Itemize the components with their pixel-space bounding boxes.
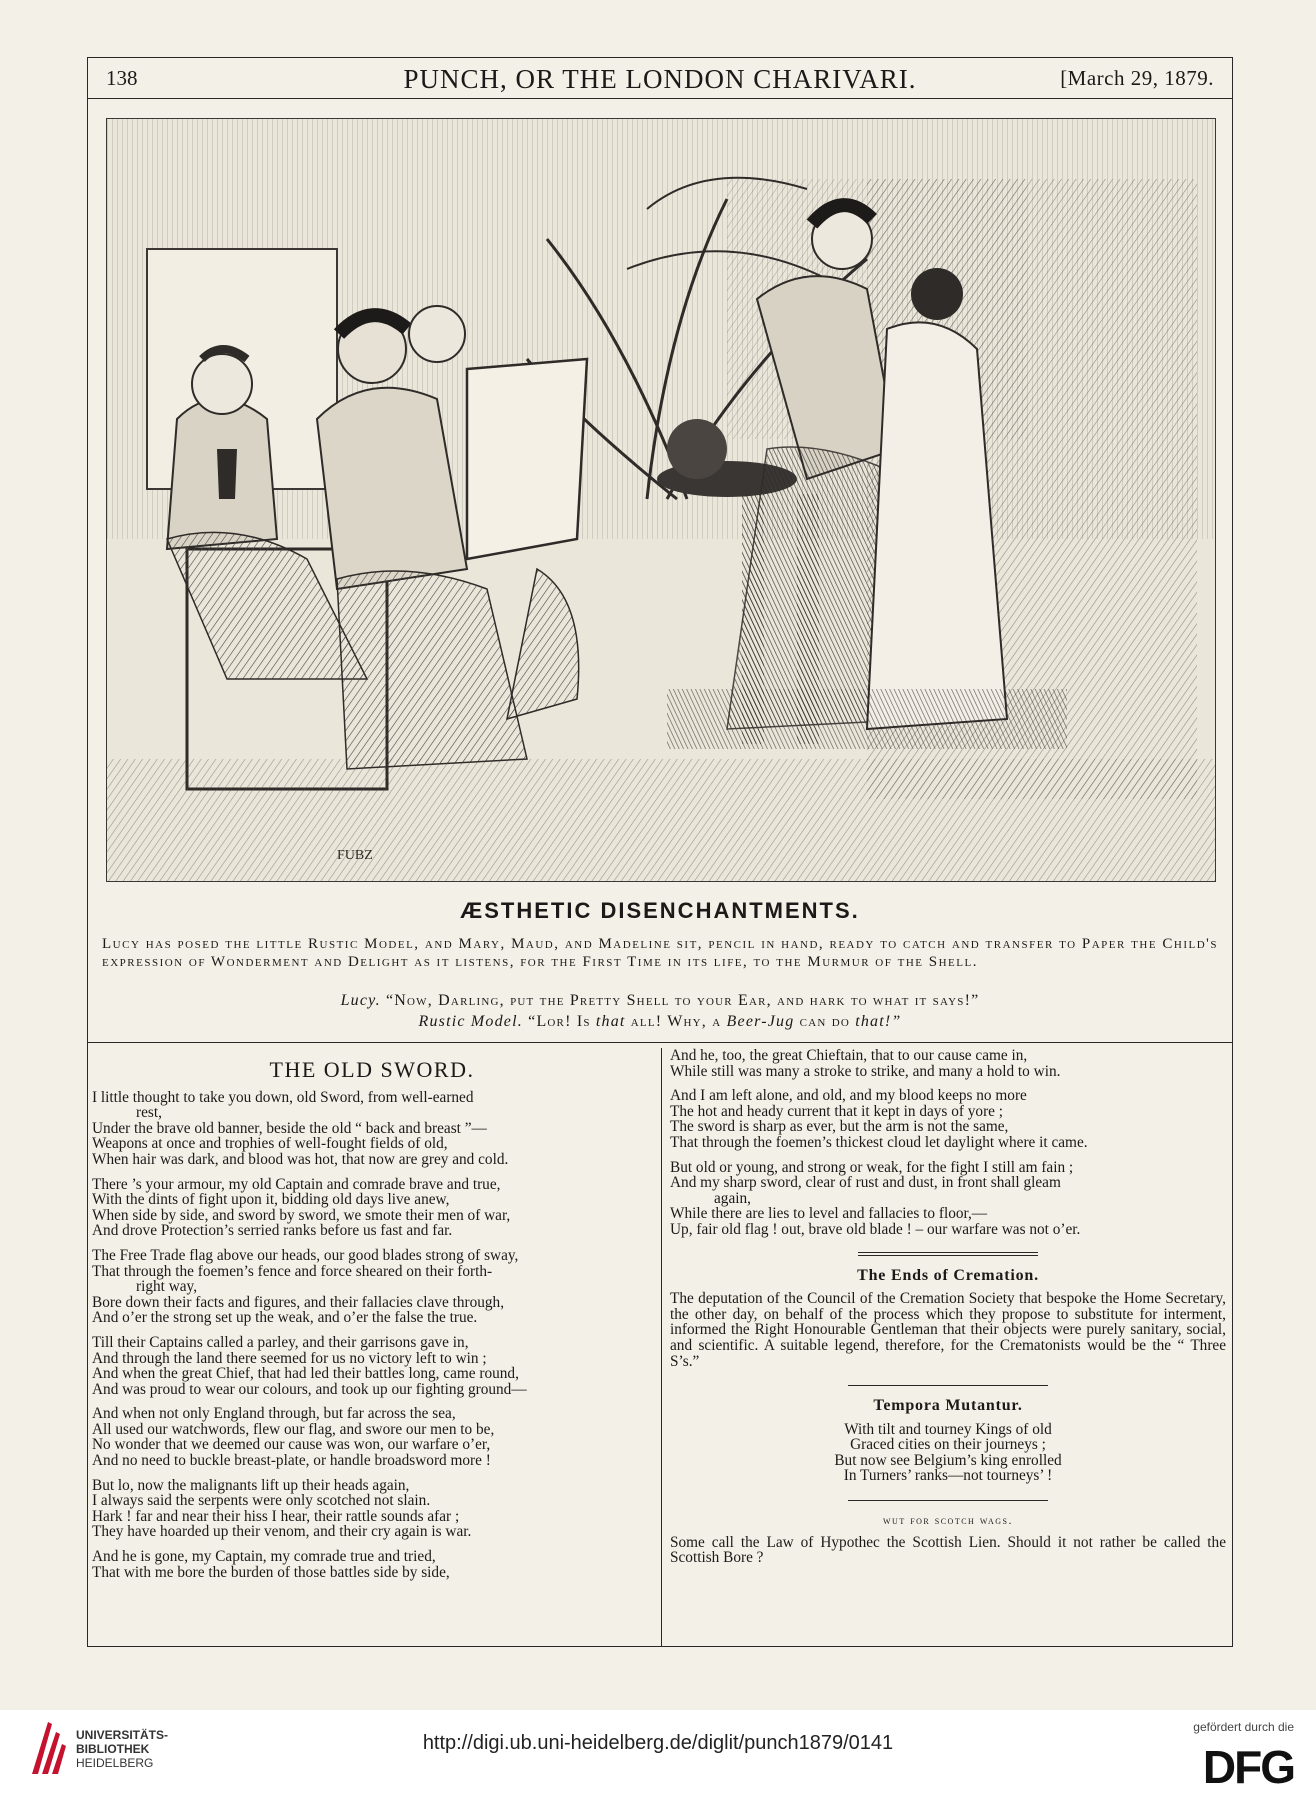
dfg-logo: DFG — [1202, 1741, 1294, 1793]
left-column — [92, 1048, 652, 1589]
poem-line: They have hoarded up their venom, and their cry again is war. — [92, 1523, 472, 1541]
poem-stanza — [670, 1048, 1226, 1079]
page-frame — [87, 57, 1233, 1647]
poem-line: Bore down their facts and figures, and their fallacies clave through, — [92, 1293, 505, 1311]
poem-line: The sword is sharp as ever, but the arm is not the same, — [670, 1118, 1009, 1136]
poem-stanza — [92, 1406, 652, 1468]
engraving-illustration — [106, 118, 1216, 882]
poem-line: That with me bore the burden of those battles side by side, — [92, 1563, 450, 1581]
tempora-line: In Turners’ ranks—not tourneys’ ! — [843, 1467, 1053, 1485]
poem-line: All used our watchwords, flew our flag, and swore our men to be, — [92, 1420, 495, 1438]
poem-line: While still was many a stroke to strike, and many a hold to win. — [670, 1062, 1061, 1080]
poem-line: And I am left alone, and old, and my blood keeps no more — [670, 1087, 1027, 1105]
page-number: 138 — [106, 66, 138, 90]
model-quote-part: can do — [799, 1013, 850, 1030]
scotch-text: Some call the Law of Hypothec the Scottish Lien. Should it not rather be called the Scottish Bore ? — [670, 1533, 1226, 1567]
engraving-sketch — [107, 119, 1215, 881]
institution-line: UNIVERSITÄTS- — [76, 1728, 169, 1742]
poem-line: The hot and heady current that it kept in days of yore ; — [670, 1102, 1004, 1120]
poem-line: Up, fair old flag ! out, brave old blade ! – our warfare was not o’er. — [670, 1220, 1081, 1238]
scotch-heading: wut for scotch wags. — [882, 1513, 1013, 1528]
institution-line: HEIDELBERG — [76, 1756, 154, 1770]
model-speaker: Rustic Model. — [418, 1013, 523, 1030]
poem-stanza — [92, 1478, 652, 1540]
caption-description: Lucy has posed the little Rustic Model, and Mary, Maud, and Madeline sit, pencil in hand, ready to catch and transfer to Paper the Child's expression of Wonderment and Delight as it listens, for the First Time in its life, to the Murmur of the Shell. — [102, 936, 1218, 970]
model-quote-part: all! Why, a — [630, 1013, 722, 1030]
poem-line: Hark ! far and near their hiss I hear, their rattle sounds afar ; — [92, 1507, 460, 1525]
publication-title: PUNCH, OR THE LONDON CHARIVARI. — [403, 64, 917, 94]
caption-lucy-line — [88, 992, 1232, 1010]
page-header — [88, 58, 1232, 99]
poem-line: And he is gone, my Captain, my comrade true and tried, — [92, 1548, 436, 1566]
poem-line: And drove Protection’s serried ranks before us fast and far. — [92, 1222, 453, 1240]
poem-stanza — [670, 1160, 1226, 1238]
viewer-footer — [0, 1710, 1316, 1799]
source-url[interactable]: http://digi.ub.uni-heidelberg.de/diglit/punch1879/0141 — [422, 1732, 894, 1754]
rule — [848, 1500, 1048, 1501]
tempora-line: But now see Belgium’s king enrolled — [834, 1451, 1062, 1469]
caption-title: ÆSTHETIC DISENCHANTMENTS. — [460, 898, 860, 923]
poem-title: THE OLD SWORD. — [269, 1057, 475, 1082]
poem-stanza — [670, 1088, 1226, 1150]
lucy-speaker: Lucy. — [340, 992, 381, 1009]
poem-line: That through the foemen’s fence and force sheared on their forth- — [92, 1262, 493, 1280]
poem-stanza — [92, 1248, 652, 1326]
artist-signature: FUBZ — [337, 848, 373, 863]
poem-line: again, — [714, 1189, 751, 1207]
poem-line: Weapons at once and trophies of well-fought fields of old, — [92, 1135, 448, 1153]
poem-line: There ’s your armour, my old Captain and comrade brave and true, — [92, 1175, 501, 1193]
right-column — [670, 1048, 1226, 1566]
poem-line: The Free Trade flag above our heads, our good blades strong of sway, — [92, 1246, 519, 1264]
poem-line: But lo, now the malignants lift up their heads again, — [92, 1476, 410, 1494]
tempora-line: Graced cities on their journeys ; — [850, 1436, 1046, 1454]
poem-line: And when not only England through, but far across the sea, — [92, 1405, 456, 1423]
funded-by-label: gefördert durch die — [1193, 1720, 1294, 1734]
section-divider — [88, 1042, 1232, 1043]
poem-line: And when the great Chief, that had led their battles long, came round, — [92, 1365, 519, 1383]
model-quote-emph: that!” — [855, 1013, 902, 1030]
cremation-title: The Ends of Cremation. — [857, 1266, 1039, 1284]
lucy-quote: “Now, Darling, put the Pretty Shell to your Ear, and hark to what it says!” — [385, 992, 980, 1009]
poem-line: And he, too, the great Chieftain, that to our cause came in, — [670, 1047, 1028, 1064]
poem-line: And was proud to wear our colours, and took up our fighting ground— — [92, 1380, 527, 1398]
poem-line: rest, — [136, 1104, 162, 1122]
caption-model-line — [88, 1013, 1232, 1031]
poem-stanzas-left — [92, 1090, 652, 1581]
tempora-title: Tempora Mutantur. — [873, 1397, 1023, 1415]
institution-line: BIBLIOTHEK — [76, 1742, 150, 1756]
column-divider — [661, 1048, 662, 1646]
poem-line: I little thought to take you down, old Sword, from well-earned — [92, 1088, 474, 1106]
double-rule — [858, 1252, 1038, 1256]
poem-line: When side by side, and sword by sword, we smote their men of war, — [92, 1206, 511, 1224]
poem-line: When hair was dark, and blood was hot, that now are grey and cold. — [92, 1150, 509, 1168]
model-quote-emph: that — [595, 1013, 626, 1030]
poem-stanza — [92, 1090, 652, 1168]
poem-line: With the dints of fight upon it, bidding old days live anew, — [92, 1191, 450, 1209]
tempora-line: With tilt and tourney Kings of old — [844, 1420, 1052, 1438]
poem-stanzas-right — [670, 1048, 1226, 1238]
poem-line: That through the foemen’s thickest cloud let daylight where it came. — [670, 1133, 1088, 1151]
poem-line: Till their Captains called a parley, and their garrisons gave in, — [92, 1333, 469, 1351]
issue-date: [March 29, 1879. — [1060, 66, 1214, 90]
poem-line: right way, — [136, 1278, 198, 1296]
tempora-verse — [670, 1422, 1226, 1484]
poem-line: But old or young, and strong or weak, for the fight I still am fain ; — [670, 1158, 1074, 1176]
poem-line: And through the land there seemed for us no victory left to win ; — [92, 1349, 487, 1367]
poem-line: And no need to buckle breast-plate, or handle broadsword more ! — [92, 1452, 491, 1470]
poem-line: No wonder that we deemed our cause was won, our warfare o’er, — [92, 1436, 491, 1454]
poem-stanza — [92, 1549, 652, 1580]
poem-line: Under the brave old banner, beside the old “ back and breast ”— — [92, 1119, 487, 1137]
rule — [848, 1385, 1048, 1386]
poem-stanza — [92, 1335, 652, 1397]
model-quote-emph: Beer-Jug — [726, 1013, 795, 1030]
model-quote-part: “Lor! Is — [528, 1013, 591, 1030]
poem-line: While there are lies to level and fallacies to floor,— — [670, 1205, 988, 1223]
poem-line: And o’er the strong set up the weak, and o’er the false the true. — [92, 1309, 478, 1327]
poem-stanza — [92, 1177, 652, 1239]
poem-line: I always said the serpents were only scotched not slain. — [92, 1492, 431, 1510]
cremation-text: The deputation of the Council of the Cremation Society that bespoke the Home Secretary, the other day, on behalf of the process which they propose to substitute for interment, informed the Right Honourable Gentleman that their objects were purely sanitary, social, and scientific. A suitable legend, therefore, for the Crematonists would be the “ Three S’s.” — [670, 1290, 1226, 1370]
poem-line: And my sharp sword, clear of rust and dust, in front shall gleam — [670, 1174, 1061, 1192]
